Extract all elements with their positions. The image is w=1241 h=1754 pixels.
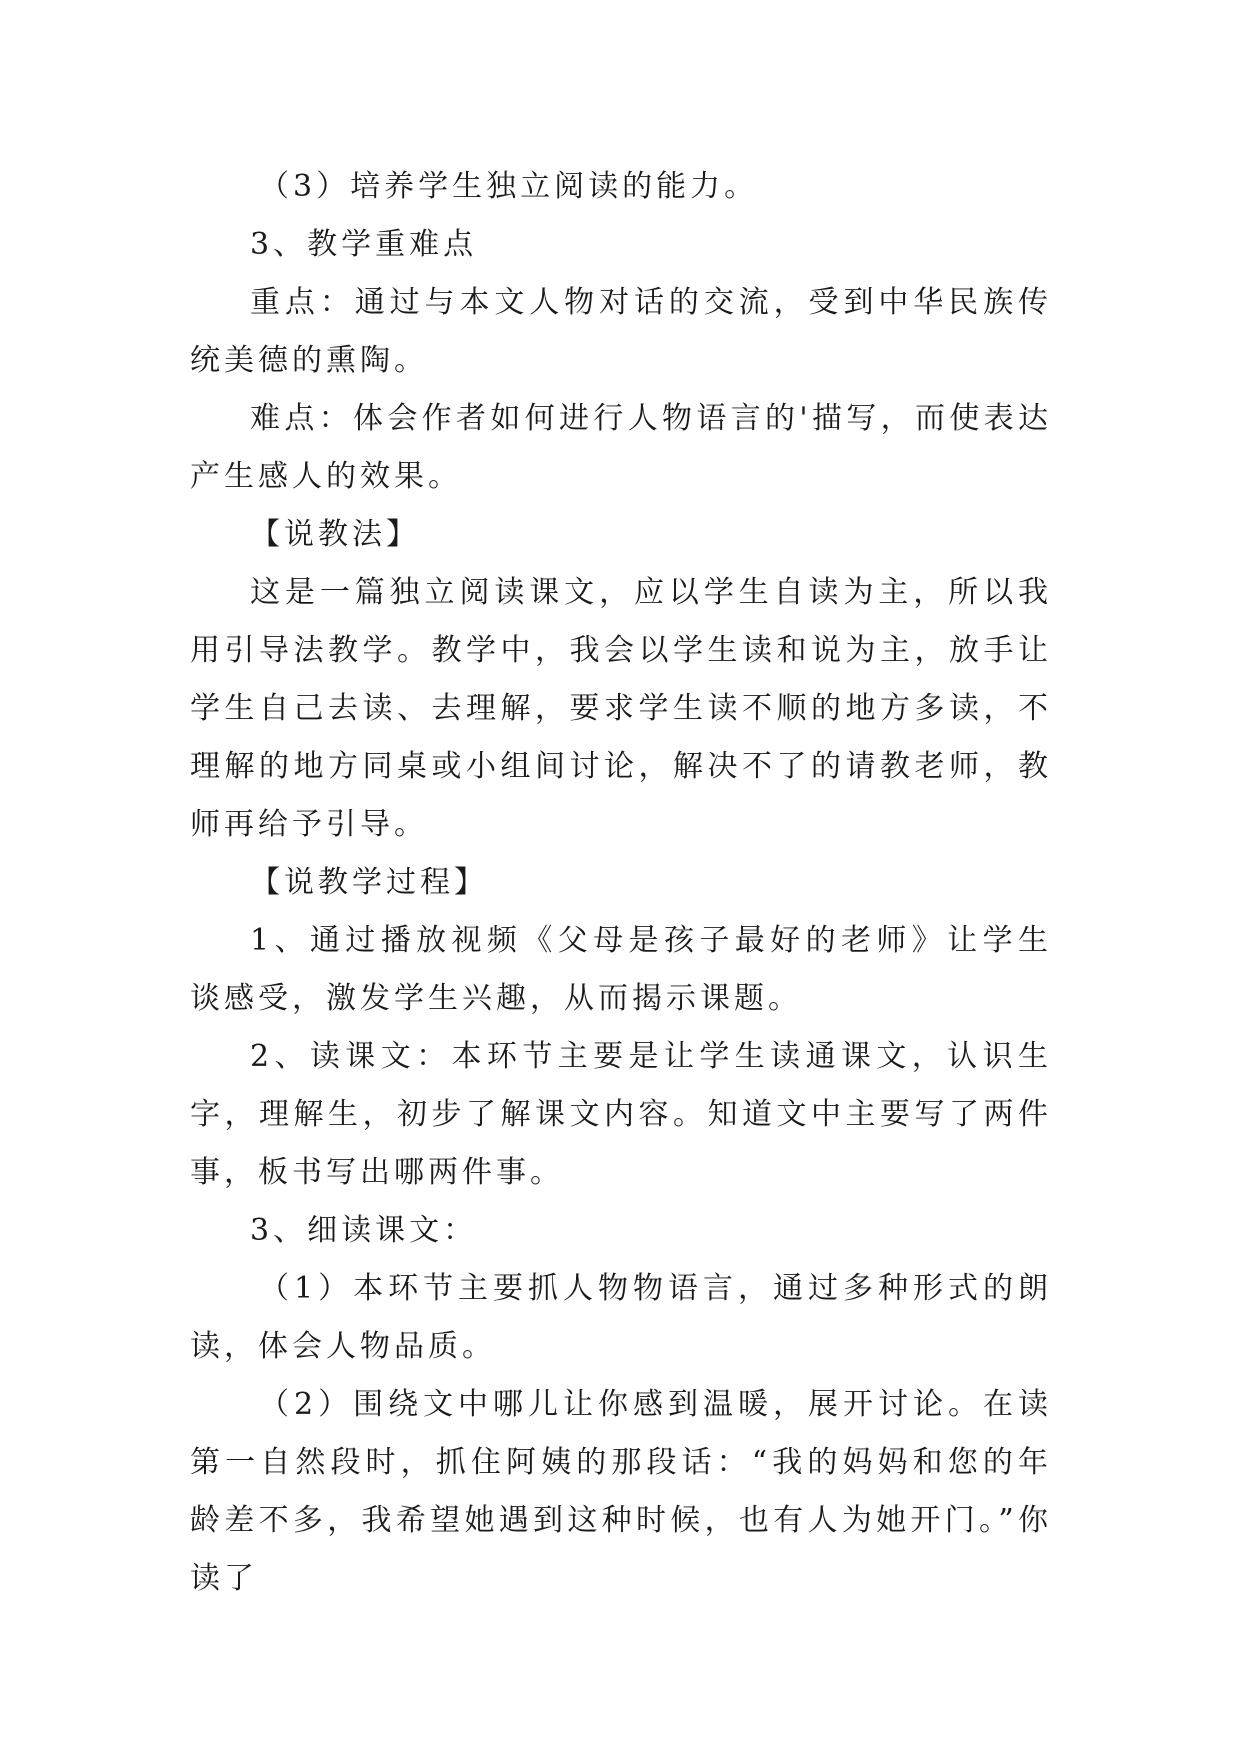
heading-close-reading: 3、细读课文： [250, 1213, 478, 1248]
paragraph-key-point: 重点：通过与本文人物对话的交流，受到中华民族传统美德的熏陶。 [190, 285, 1052, 378]
paragraph-close-reading-1: （1）本环节主要抓人物物语言，通过多种形式的朗读，体会人物品质。 [190, 1271, 1052, 1364]
paragraph-process-step-1: 1、通过播放视频《父母是孩子最好的老师》让学生谈感受，激发学生兴趣，从而揭示课题。 [190, 923, 1052, 1016]
heading-teaching-method: 【说教法】 [250, 517, 420, 552]
paragraph-process-step-2: 2、读课文：本环节主要是让学生读通课文，认识生字，理解生，初步了解课文内容。知道文中主要写了两件事，板书写出哪两件事。 [190, 1039, 1052, 1190]
paragraph-difficult-point: 难点：体会作者如何进行人物语言的'描写，而使表达产生感人的效果。 [190, 401, 1052, 494]
heading-teaching-process: 【说教学过程】 [250, 865, 488, 900]
paragraph-close-reading-2: （2）围绕文中哪儿让你感到温暖，展开讨论。在读第一自然段时，抓住阿姨的那段话：“我的妈妈和您的年龄差不多，我希望她遇到这种时候，也有人为她开门。”你读了 [190, 1387, 1052, 1596]
document-body [190, 158, 1052, 1608]
heading-key-difficult-points: 3、教学重难点 [250, 227, 478, 262]
paragraph-teaching-method: 这是一篇独立阅读课文，应以学生自读为主，所以我用引导法教学。教学中，我会以学生读和说为主，放手让学生自己去读、去理解，要求学生读不顺的地方多读，不理解的地方同桌或小组间讨论，解决不了的请教老师，教师再给予引导。 [190, 575, 1052, 842]
paragraph-objective-3: （3）培养学生独立阅读的能力。 [259, 169, 759, 204]
